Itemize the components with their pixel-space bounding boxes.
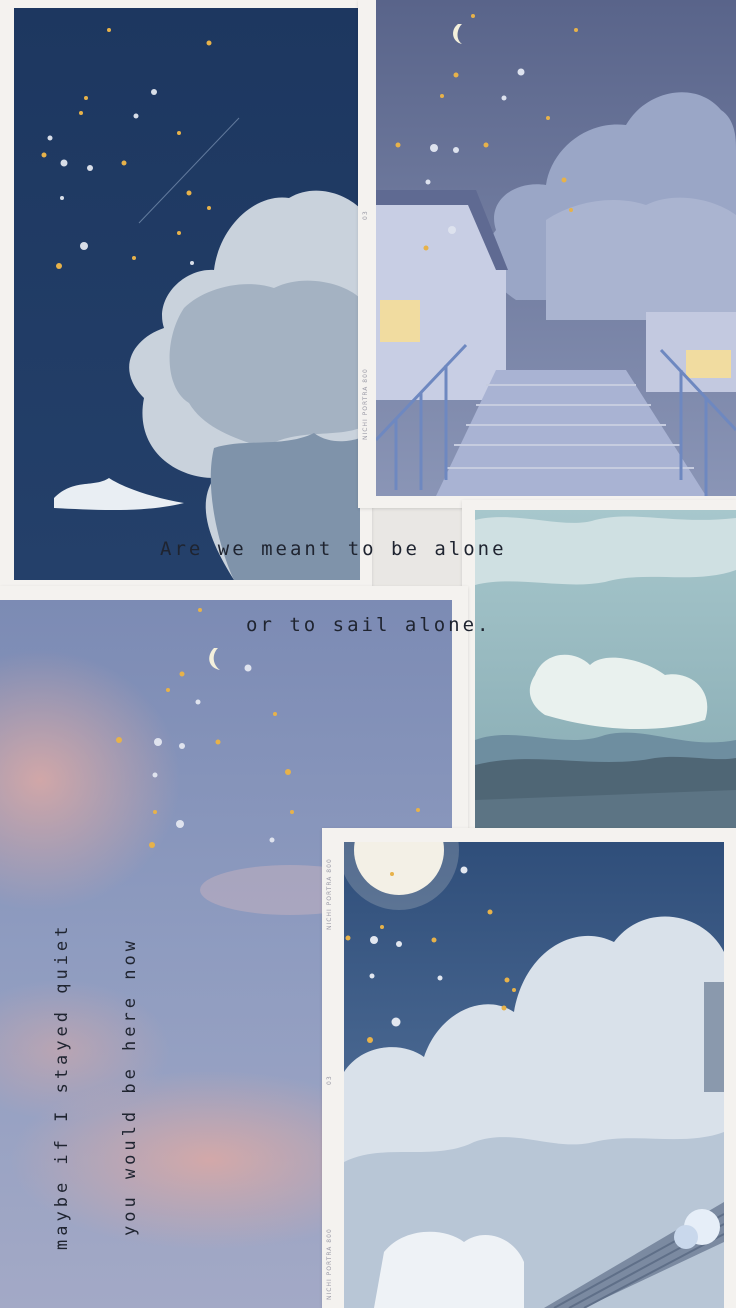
photo-night-cloud: [14, 8, 360, 580]
quote-line-2: or to sail alone.: [246, 614, 492, 636]
vertical-quote-1: maybe if I stayed quiet: [52, 922, 72, 1250]
film-number-label: 03: [362, 210, 369, 220]
film-brand-label: NICHI PORTRA 800: [362, 368, 369, 440]
film-brand-label: NICHI PORTRA 800: [326, 1228, 333, 1300]
film-brand-label: NICHI PORTRA 800: [326, 858, 333, 930]
photo-teal-landscape: [475, 510, 736, 830]
quote-line-1: Are we meant to be alone: [160, 538, 507, 560]
photo-stairs: [376, 0, 736, 496]
vertical-quote-2: you would be here now: [120, 937, 140, 1236]
photo-moon-clouds: [344, 842, 724, 1308]
film-number-label: 03: [326, 1075, 333, 1085]
